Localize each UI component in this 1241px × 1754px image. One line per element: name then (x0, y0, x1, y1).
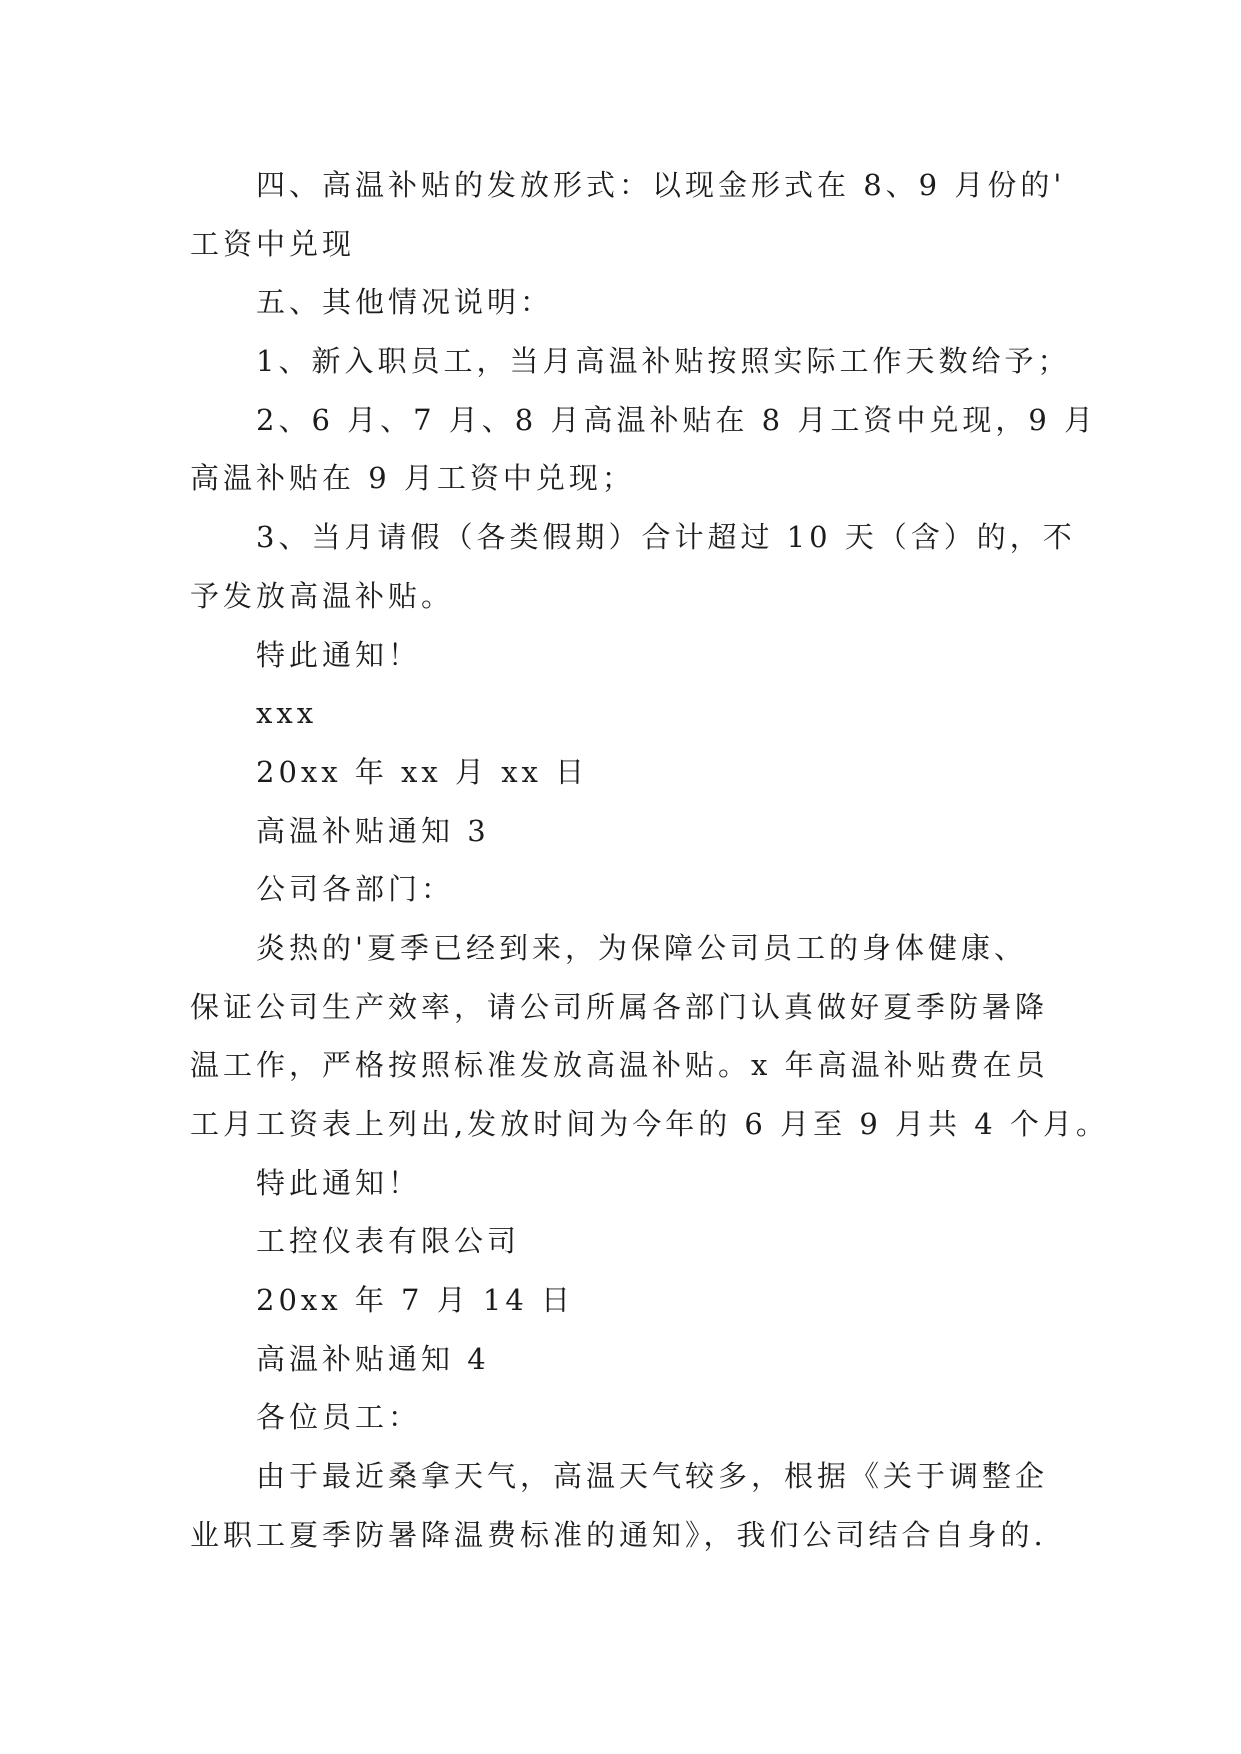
notice-heading-3 (190, 802, 1090, 861)
list-item-2 (190, 391, 1098, 508)
signature-date (190, 1271, 1090, 1330)
paragraph-line: 由于最近桑拿天气，高温天气较多，根据《关于调整企 (256, 1459, 1049, 1494)
salutation (190, 860, 1090, 919)
notice-heading-4 (190, 1330, 1090, 1389)
paragraph-line: 特此通知！ (256, 637, 422, 672)
closing-notice (190, 1154, 1090, 1213)
paragraph-line: 各位员工： (256, 1400, 422, 1435)
paragraph-line: 高温补贴在 9 月工资中兑现； (190, 461, 635, 496)
paragraph-line: 业职工夏季防暑降温费标准的通知》，我们公司结合自身的. (190, 1517, 1047, 1552)
closing-notice (190, 626, 1090, 685)
list-item-3 (190, 508, 1090, 625)
paragraph-line: 工资中兑现 (190, 226, 356, 261)
paragraph-line: 温工作，严格按照标准发放高温补贴。x 年高温补贴费在员 (190, 1048, 1049, 1083)
paragraph-line: 高温补贴通知 4 (256, 1341, 490, 1376)
signature-date (190, 743, 1090, 802)
paragraph-line: 1、新入职员工，当月高温补贴按照实际工作天数给予； (256, 344, 1071, 379)
document-body (190, 156, 1109, 1565)
paragraph-line: 2、6 月、7 月、8 月高温补贴在 8 月工资中兑现，9 月 (256, 402, 1098, 437)
paragraph-line: 20xx 年 xx 月 xx 日 (256, 754, 589, 789)
paragraph-line: 保证公司生产效率，请公司所属各部门认真做好夏季防暑降 (190, 989, 1049, 1024)
paragraph-line: 3、当月请假（各类假期）合计超过 10 天（含）的，不 (256, 520, 1076, 555)
list-item-1 (190, 332, 1090, 391)
paragraph-line: 炎热的'夏季已经到来，为保障公司员工的身体健康、 (256, 930, 1027, 965)
paragraph-line: 予发放高温补贴。 (190, 578, 455, 613)
paragraph-line: xxx (256, 696, 318, 731)
paragraph-line: 工月工资表上列出,发放时间为今年的 6 月至 9 月共 4 个月。 (190, 1107, 1109, 1141)
paragraph-line: 工控仪表有限公司 (256, 1224, 521, 1259)
paragraph-line: 高温补贴通知 3 (256, 813, 490, 848)
paragraph-line: 五、其他情况说明： (256, 285, 554, 320)
paragraph-line: 20xx 年 7 月 14 日 (256, 1283, 575, 1318)
notice-body (190, 1447, 1090, 1564)
paragraph-line: 特此通知！ (256, 1165, 422, 1200)
signature-name (190, 684, 1090, 743)
signature-company (190, 1212, 1090, 1271)
notice-body (190, 919, 1109, 1154)
paragraph-line: 公司各部门： (256, 872, 455, 907)
paragraph-line: 四、高温补贴的发放形式：以现金形式在 8、9 月份的' (256, 168, 1066, 202)
salutation (190, 1388, 1090, 1447)
section-four-payment-form (190, 156, 1090, 273)
section-five-heading (190, 273, 1090, 332)
